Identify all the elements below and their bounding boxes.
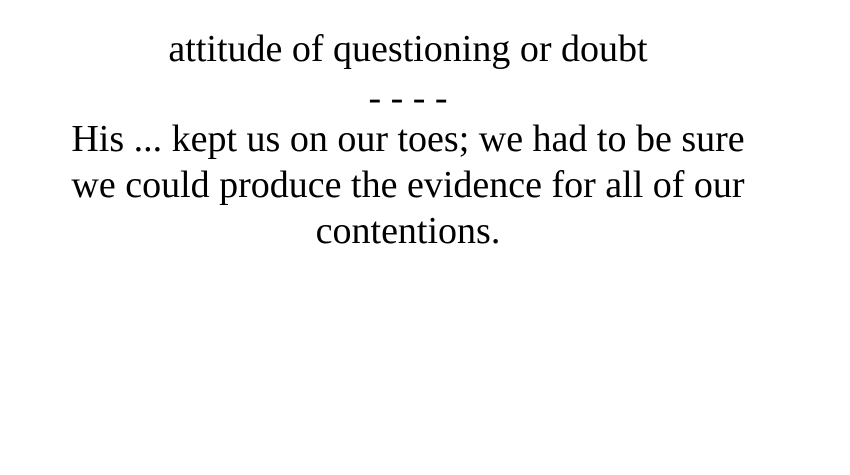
example-sentence-line-2: we could produce the evidence for all of our bbox=[71, 164, 745, 206]
example-sentence bbox=[60, 116, 756, 254]
example-sentence-line-3: contentions. bbox=[315, 210, 501, 252]
separator: - - - - bbox=[368, 77, 448, 119]
definition-text: attitude of questioning or doubt bbox=[168, 28, 648, 70]
example-sentence-line-1: His ... kept us on our toes; we had to be sure bbox=[71, 118, 745, 160]
